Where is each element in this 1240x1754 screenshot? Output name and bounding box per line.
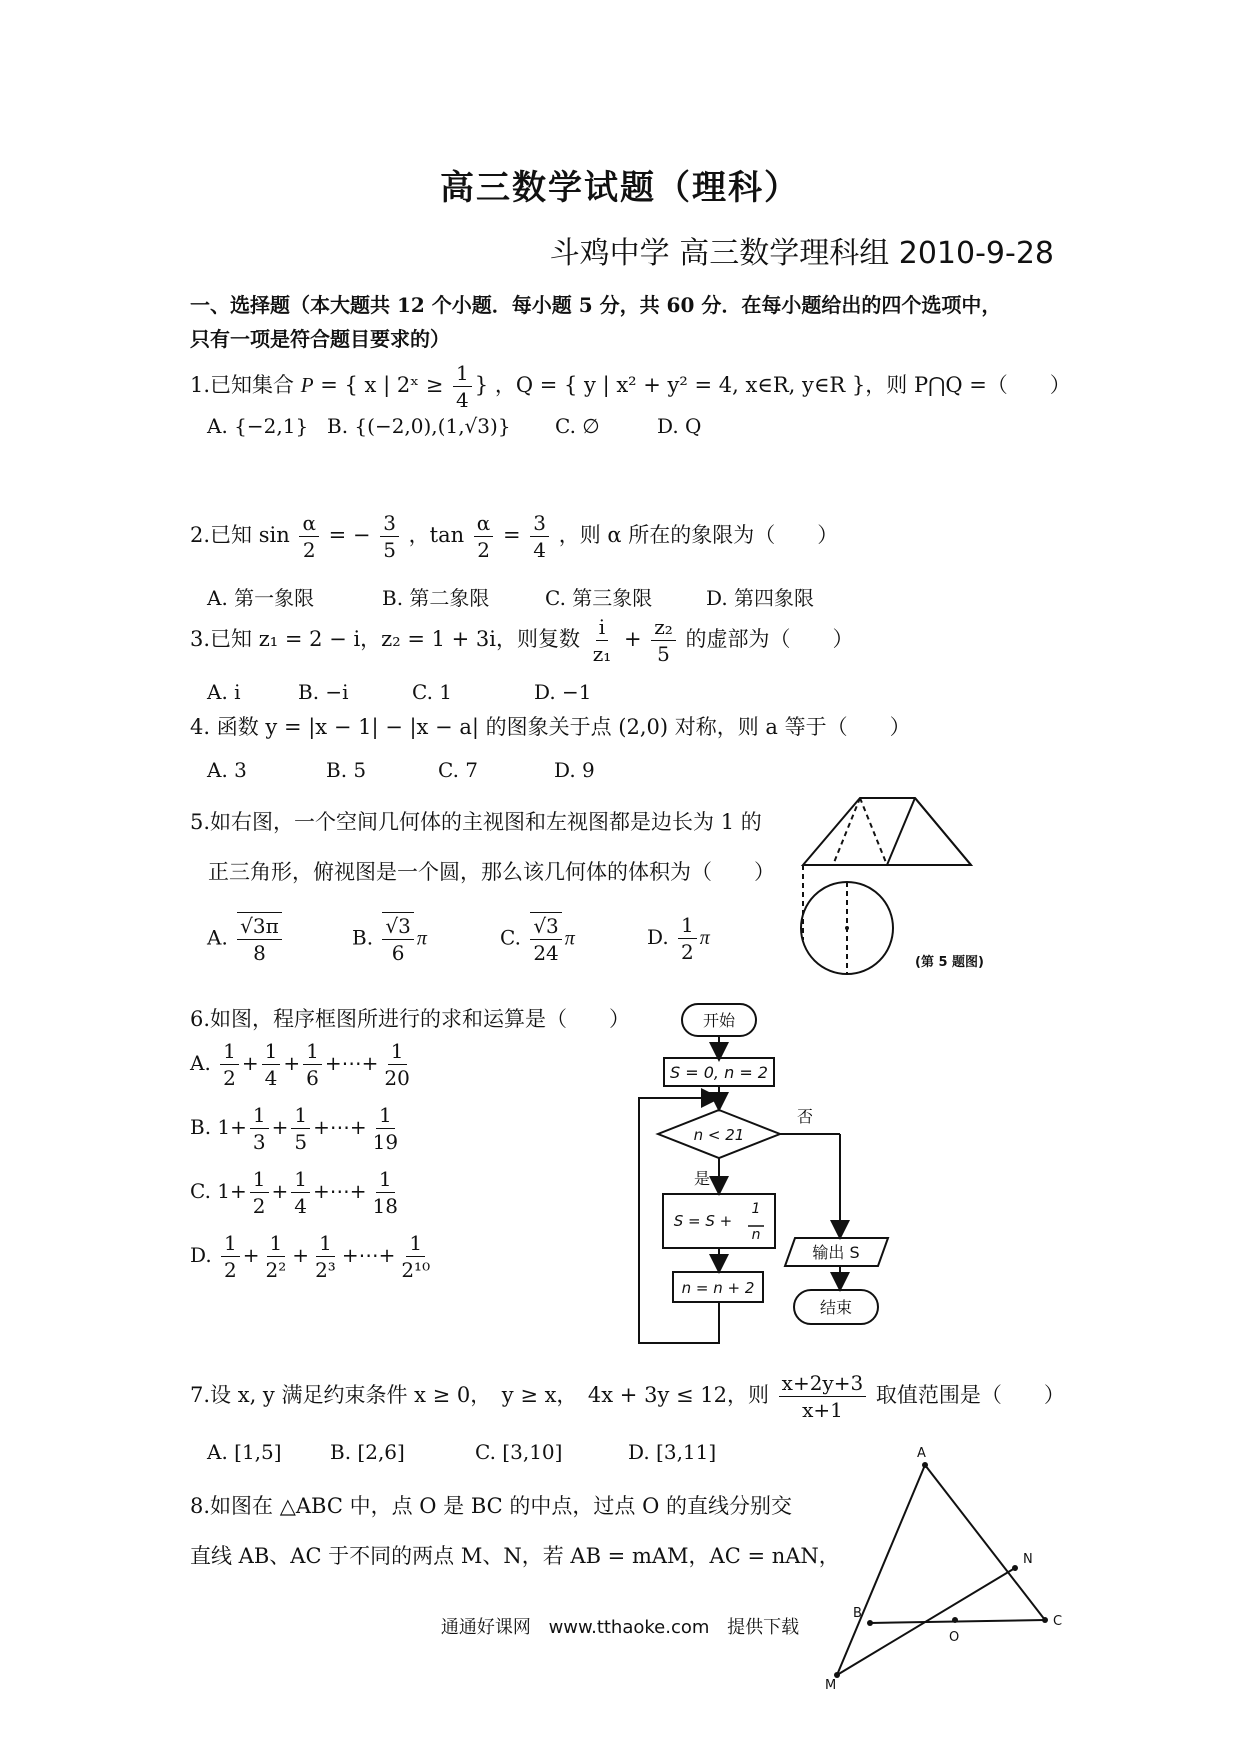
q6-option-d: D. $\frac{1}{2}$ + $\frac{1}{\text{2²}}$ + $\frac{1}{\text{2³}}$ +⋯+ $\frac{1}{\text{2¹⁰}}$ xyxy=(190,1231,431,1282)
q3-option-c: C. 1 xyxy=(412,680,453,704)
update-label: S = S + xyxy=(673,1212,733,1230)
q7-option-b: B. [2,6] xyxy=(330,1440,405,1464)
q6-option-b: B. 1+ $\frac{1}{3}$ + $\frac{1}{5}$ +⋯+ $\frac{1}{19}$ xyxy=(190,1103,399,1154)
q1-set-q: Q = { y | x² + y² = 4, x∈R, y∈R } xyxy=(515,373,866,397)
condition-label: n < 21 xyxy=(693,1126,745,1144)
question-4: 4. 函数 y = |x − 1| − |x − a| 的图象关于点 (2,0) 对称，则 a 等于（ ） xyxy=(190,715,911,739)
end-label: 结束 xyxy=(819,1298,853,1317)
point-b-label: B xyxy=(853,1606,862,1621)
q7-option-c: C. [3,10] xyxy=(475,1440,563,1464)
point-c-label: C xyxy=(1053,1614,1063,1629)
page-subtitle: 斗鸡中学 高三数学理科组 2010-9-28 xyxy=(549,236,1054,271)
q1-option-d: D. Q xyxy=(657,414,702,438)
question-7: 7.设 x, y 满足约束条件 x ≥ 0， y ≥ x， 4x + 3y ≤ 12，则 $\frac{x+2y+3}{x+1}$ 取值范围是（ ） xyxy=(190,1371,1065,1422)
q1-tail: ，则 P⋂Q =（ ） xyxy=(865,373,1071,397)
question-3: 3.已知 z₁ = 2 − i，z₂ = 1 + 3i，则复数 $\frac{i}{\text{z₁}}$ + $\frac{\text{z₂}}{5}$ 的虚部为（ ） xyxy=(190,615,854,666)
q5-option-a: A. $\frac{√3\pi}{8}$ xyxy=(207,912,285,966)
q3-option-d: D. −1 xyxy=(534,680,592,704)
q4-option-b: B. 5 xyxy=(326,758,367,782)
q5-figure-caption: (第 5 题图) xyxy=(915,955,984,970)
point-a-label: A xyxy=(917,1446,926,1461)
footer-site-name: 通通好课网 xyxy=(440,1617,531,1638)
q1-option-a: A. {−2,1} xyxy=(207,414,309,438)
q6-option-c: C. 1+ $\frac{1}{2}$ + $\frac{1}{4}$ +⋯+ $\frac{1}{18}$ xyxy=(190,1167,398,1218)
q1-option-c: C. ∅ xyxy=(555,414,600,438)
q5-figure xyxy=(795,790,1020,975)
q1-lead: 已知集合 xyxy=(210,373,295,397)
question-6: 6.如图，程序框图所进行的求和运算是（ ） xyxy=(190,1007,631,1031)
q2-option-a: A. 第一象限 xyxy=(207,586,315,610)
q1-set-p-var: P xyxy=(300,373,314,397)
point-m-label: M xyxy=(825,1678,837,1690)
question-8-line1: 8.如图在 △ABC 中，点 O 是 BC 的中点，过点 O 的直线分别交 xyxy=(190,1494,792,1518)
q1-set-p-cond: x | 2ˣ ≥ xyxy=(364,373,444,397)
q5-option-c: C. $\frac{√3}{24}$ π xyxy=(500,914,575,965)
q6-option-a: A. $\frac{1}{2}$ + $\frac{1}{4}$ + $\frac{1}{6}$ +⋯+ $\frac{1}{20}$ xyxy=(190,1039,410,1090)
q6-flowchart xyxy=(630,1000,900,1355)
question-8-line2: 直线 AB、AC 于不同的两点 M、N，若 AB = mAM，AC = nAN， xyxy=(190,1544,840,1568)
q4-option-d: D. 9 xyxy=(554,758,595,782)
question-5-line1: 5.如右图，一个空间几何体的主视图和左视图都是边长为 1 的 xyxy=(190,810,762,834)
q5-option-b: B. $\frac{√3}{6}$ π xyxy=(352,914,427,965)
svg-text:1: 1 xyxy=(751,1201,761,1217)
q2-option-d: D. 第四象限 xyxy=(706,586,815,610)
section-heading-line1: 一、选择题（本大题共 12 个小题．每小题 5 分，共 60 分．在每小题给出的四个选项中， xyxy=(190,293,1002,317)
q3-option-a: A. i xyxy=(207,680,241,704)
start-label: 开始 xyxy=(702,1011,736,1030)
q1-frac: $\frac{1}{4}$ xyxy=(453,360,472,413)
q2-option-c: C. 第三象限 xyxy=(545,586,653,610)
footer-url[interactable]: www.tthaoke.com xyxy=(548,1617,710,1638)
q8-figure xyxy=(815,1445,1065,1690)
footer-download-text: 提供下载 xyxy=(727,1617,800,1638)
init-label: S = 0, n = 2 xyxy=(670,1063,768,1082)
yes-label: 是 xyxy=(693,1169,711,1188)
question-number: 1. xyxy=(190,373,211,397)
increment-label: n = n + 2 xyxy=(681,1279,755,1297)
svg-text:n: n xyxy=(751,1227,761,1243)
question-2: 2.已知 sin $\frac{\alpha}{2}$ = − $\frac{3}{5}$ ，tan $\frac{\alpha}{2}$ = $\frac{3}{4}$ ，则 α 所在的象限为（ ） xyxy=(190,511,839,562)
section-heading-line2: 只有一项是符合题目要求的） xyxy=(190,327,450,351)
point-o-label: O xyxy=(949,1630,960,1645)
no-label: 否 xyxy=(796,1107,814,1126)
q7-option-a: A. [1,5] xyxy=(207,1440,282,1464)
question-5-line2: 正三角形，俯视图是一个圆，那么该几何体的体积为（ ） xyxy=(208,860,775,884)
q7-option-d: D. [3,11] xyxy=(628,1440,717,1464)
footer xyxy=(0,1613,1240,1639)
q4-option-a: A. 3 xyxy=(207,758,247,782)
q5-option-d: D. $\frac{1}{2}$ π xyxy=(647,913,710,964)
front-view-trapezoid xyxy=(803,798,971,865)
section-heading xyxy=(190,288,1090,356)
q1-option-b: B. {(−2,0),(1,√3)} xyxy=(327,414,511,438)
page-title: 高三数学试题（理科） xyxy=(440,168,800,208)
q3-option-b: B. −i xyxy=(298,680,349,704)
output-label: 输出 S xyxy=(812,1243,860,1262)
question-1: 1.已知集合 P = { x | 2ˣ ≥ $\frac{1}{4}$ } ，Q = { y | x² + y² = 4, x∈R, y∈R }，则 P⋂Q =（ ） xyxy=(190,361,1071,412)
q4-option-c: C. 7 xyxy=(438,758,479,782)
q2-option-b: B. 第二象限 xyxy=(382,586,490,610)
point-n-label: N xyxy=(1023,1552,1033,1567)
